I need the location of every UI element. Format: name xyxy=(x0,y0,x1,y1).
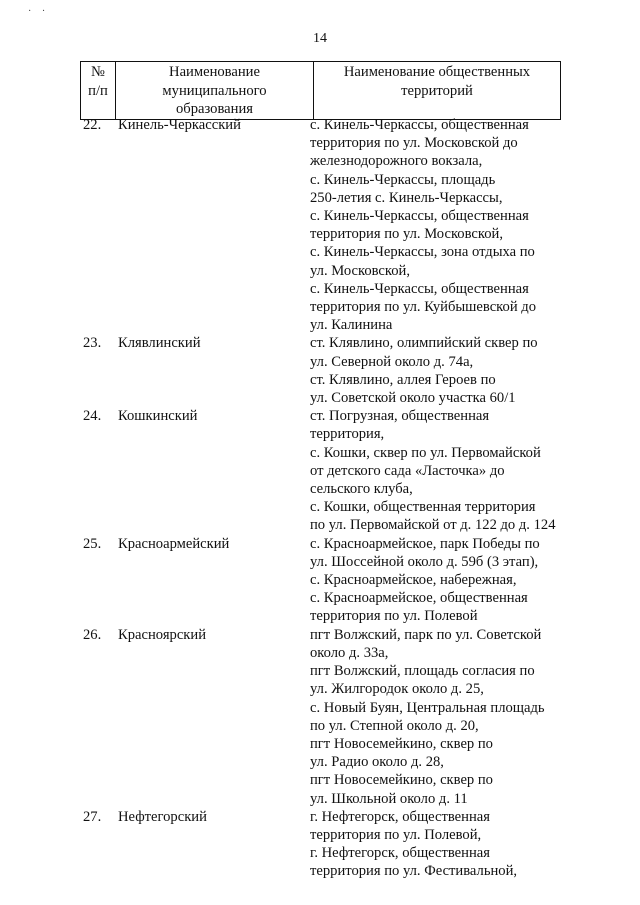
municipality-name: Клявлинский xyxy=(118,335,201,352)
territory-line: с. Красноармейское, набережная, xyxy=(310,572,517,589)
territory-line: около д. 33а, xyxy=(310,644,389,661)
scan-specks: · · xyxy=(28,6,50,17)
territory-line: с. Кинель-Черкассы, общественная xyxy=(310,280,529,297)
page-number: 14 xyxy=(313,31,327,46)
territory-line: железнодорожного вокзала, xyxy=(310,153,483,170)
territory-line: с. Кинель-Черкассы, площадь xyxy=(310,171,496,188)
municipality-name: Кошкинский xyxy=(118,408,198,425)
territory-line: г. Нефтегорск, общественная xyxy=(310,845,490,862)
territory-line: ул. Московской, xyxy=(310,262,411,279)
territory-line: территория по ул. Московской до xyxy=(310,135,518,152)
table-row xyxy=(80,407,570,534)
territory-line: с. Кинель-Черкассы, зона отдыха по xyxy=(310,244,535,261)
territory-line: ст. Клявлино, олимпийский сквер по xyxy=(310,335,538,352)
header-line: № xyxy=(91,64,105,80)
header-line: п/п xyxy=(88,82,108,99)
territory-list xyxy=(310,334,570,407)
territory-list xyxy=(310,116,570,334)
territory-line: ул. Северной около д. 74а, xyxy=(310,353,474,370)
header-territories xyxy=(314,62,561,120)
territory-line: территория, xyxy=(310,426,385,443)
row-number: 23. xyxy=(83,335,102,352)
territory-line: от детского сада «Ласточка» до xyxy=(310,462,505,479)
territory-line: ул. Калинина xyxy=(310,317,393,334)
territory-line: пгт Волжский, парк по ул. Советской xyxy=(310,626,542,643)
territory-list xyxy=(310,407,570,534)
territory-line: с. Кинель-Черкассы, общественная xyxy=(310,117,529,133)
table-row xyxy=(80,626,570,808)
territory-line: пгт Новосемейкино, сквер по xyxy=(310,772,493,789)
territory-line: по ул. Первомайской от д. 122 до д. 124 xyxy=(310,517,556,534)
table-row xyxy=(80,334,570,407)
territory-line: 250-летия с. Кинель-Черкассы, xyxy=(310,189,503,206)
municipality-name: Нефтегорский xyxy=(118,808,207,825)
territory-line: территория по ул. Куйбышевской до xyxy=(310,299,536,316)
territory-line: пгт Волжский, площадь согласия по xyxy=(310,663,535,680)
row-number: 26. xyxy=(83,626,102,643)
header-line: образования xyxy=(176,101,253,117)
territory-line: с. Кошки, общественная территория xyxy=(310,499,536,516)
municipality-name: Красноярский xyxy=(118,626,207,643)
territory-list xyxy=(310,808,570,881)
territory-line: территория по ул. Московской, xyxy=(310,226,503,243)
territory-line: ул. Радио около д. 28, xyxy=(310,754,444,771)
territory-list xyxy=(310,535,570,626)
territory-line: с. Красноармейское, общественная xyxy=(310,590,528,607)
territory-line: территория по ул. Фестивальной, xyxy=(310,863,518,880)
territory-line: территория по ул. Полевой xyxy=(310,608,478,625)
territory-line: с. Красноармейское, парк Победы по xyxy=(310,535,540,552)
header-line: Наименование общественных xyxy=(343,64,531,80)
row-number: 25. xyxy=(83,535,102,552)
territory-list xyxy=(310,626,570,808)
territory-line: по ул. Степной около д. 20, xyxy=(310,717,479,734)
row-number: 24. xyxy=(83,408,102,425)
header-number xyxy=(81,62,116,120)
header-municipality xyxy=(116,62,314,120)
territory-line: ст. Погрузная, общественная xyxy=(310,408,490,425)
header-line: муниципального xyxy=(162,82,267,99)
territory-line: ул. Школьной около д. 11 xyxy=(310,790,468,807)
territory-line: территория по ул. Полевой, xyxy=(310,826,482,843)
territory-line: ст. Клявлино, аллея Героев по xyxy=(310,371,496,388)
territory-line: пгт Новосемейкино, сквер по xyxy=(310,735,493,752)
header-line: территорий xyxy=(401,82,473,99)
territory-line: ул. Советской около участка 60/1 xyxy=(310,390,516,407)
municipality-name: Красноармейский xyxy=(118,535,230,552)
header-line: Наименование xyxy=(169,64,260,80)
table-row xyxy=(80,116,570,334)
territory-line: с. Новый Буян, Центральная площадь xyxy=(310,699,545,716)
territory-line: с. Кинель-Черкассы, общественная xyxy=(310,208,529,225)
row-number: 27. xyxy=(83,808,102,825)
territory-line: с. Кошки, сквер по ул. Первомайской xyxy=(310,444,541,461)
table-header xyxy=(80,61,561,120)
row-number: 22. xyxy=(83,117,102,133)
table-row xyxy=(80,535,570,626)
territory-line: ул. Шоссейной около д. 59б (3 этап), xyxy=(310,553,539,570)
municipality-name: Кинель-Черкасский xyxy=(118,117,241,133)
territory-line: ул. Жилгородок около д. 25, xyxy=(310,681,484,698)
table-body xyxy=(80,116,570,881)
table-row xyxy=(80,808,570,881)
territory-line: г. Нефтегорск, общественная xyxy=(310,808,490,825)
territory-line: сельского клуба, xyxy=(310,481,413,498)
